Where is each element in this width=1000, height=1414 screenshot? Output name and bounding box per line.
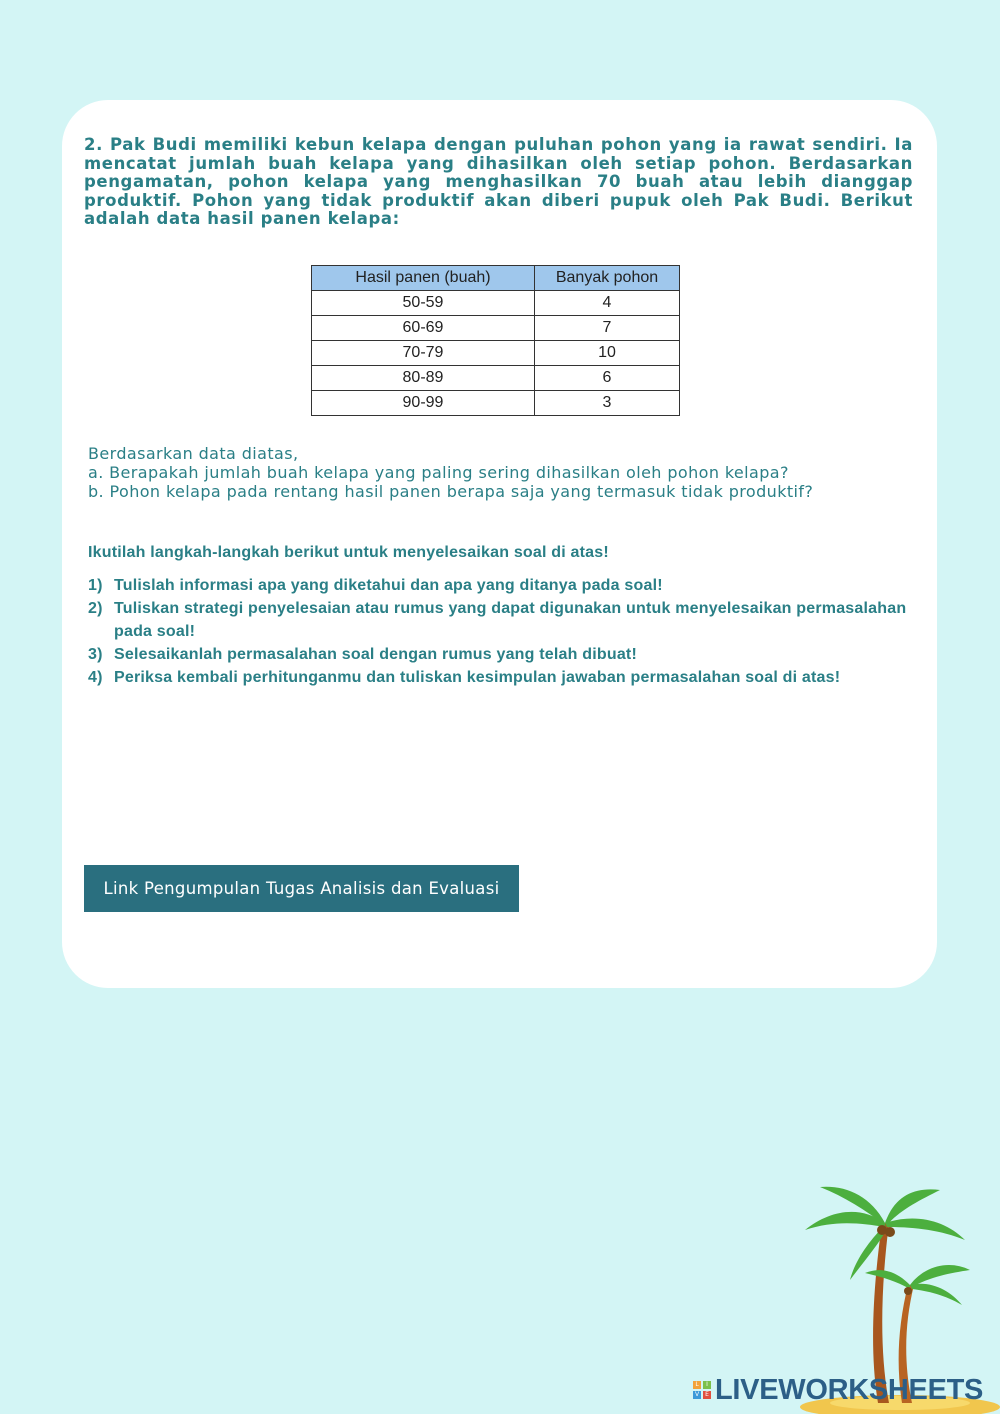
step-item [88,643,908,666]
steps-intro: Ikutilah langkah-langkah berikut untuk menyelesaikan soal di atas! [88,544,609,561]
question-b: b. Pohon kelapa pada rentang hasil panen berapa saja yang termasuk tidak produktif? [88,482,814,501]
table-row [312,341,680,366]
questions-intro: Berdasarkan data diatas, [88,444,299,463]
table-cell: 50-59 [312,291,535,316]
submission-link-button[interactable]: Link Pengumpulan Tugas Analisis dan Evaluasi [84,865,519,912]
step-number: 4) [88,669,103,686]
step-item [88,597,908,643]
logo-letter: E [703,1391,711,1399]
logo-letter: V [694,1391,700,1398]
table-row [312,391,680,416]
liveworksheets-branding [693,1374,983,1406]
logo-letter: I [703,1381,711,1389]
step-number: 1) [88,577,103,594]
table-row [312,316,680,341]
table-cell: 6 [535,366,680,391]
table-header-row [312,266,680,291]
table-row [312,366,680,391]
liveworksheets-logo-icon [693,1381,711,1399]
table-row [312,291,680,316]
step-number: 3) [88,646,103,663]
brand-wordmark: LIVEWORKSHEETS [715,1373,984,1406]
step-number: 2) [88,600,103,617]
step-item [88,574,908,597]
logo-letter: L [693,1381,701,1389]
table-cell: 7 [535,316,680,341]
table-cell: 90-99 [312,391,535,416]
question-a: a. Berapakah jumlah buah kelapa yang paling sering dihasilkan oleh pohon kelapa? [88,463,789,482]
table-cell: 3 [535,391,680,416]
step-text: Selesaikanlah permasalahan soal dengan rumus yang telah dibuat! [114,646,637,663]
steps-block [88,544,908,689]
step-item [88,666,908,689]
step-text: Periksa kembali perhitunganmu dan tuliskan kesimpulan jawaban permasalahan soal di atas! [114,669,841,686]
table-cell: 10 [535,341,680,366]
questions-block [88,444,928,501]
problem-statement: 2. Pak Budi memiliki kebun kelapa dengan puluhan pohon yang ia rawat sendiri. Ia mencatat jumlah buah kelapa yang dihasilkan oleh setiap pohon. Berdasarkan pengamatan, pohon kelapa yang menghasilkan 70 buah atau lebih dianggap produktif. Pohon yang tidak produktif akan diberi pupuk oleh Pak Budi. Berikut adalah data hasil panen kelapa: [84,135,913,228]
table-cell: 60-69 [312,316,535,341]
harvest-table [311,265,680,416]
column-header: Banyak pohon [535,266,680,291]
step-text: Tulislah informasi apa yang diketahui dan apa yang ditanya pada soal! [114,577,663,594]
table-cell: 80-89 [312,366,535,391]
column-header: Hasil panen (buah) [312,266,535,291]
step-text: Tuliskan strategi penyelesaian atau rumus yang dapat digunakan untuk menyelesaikan permasalahan pada soal! [114,600,907,640]
table-cell: 4 [535,291,680,316]
table-cell: 70-79 [312,341,535,366]
